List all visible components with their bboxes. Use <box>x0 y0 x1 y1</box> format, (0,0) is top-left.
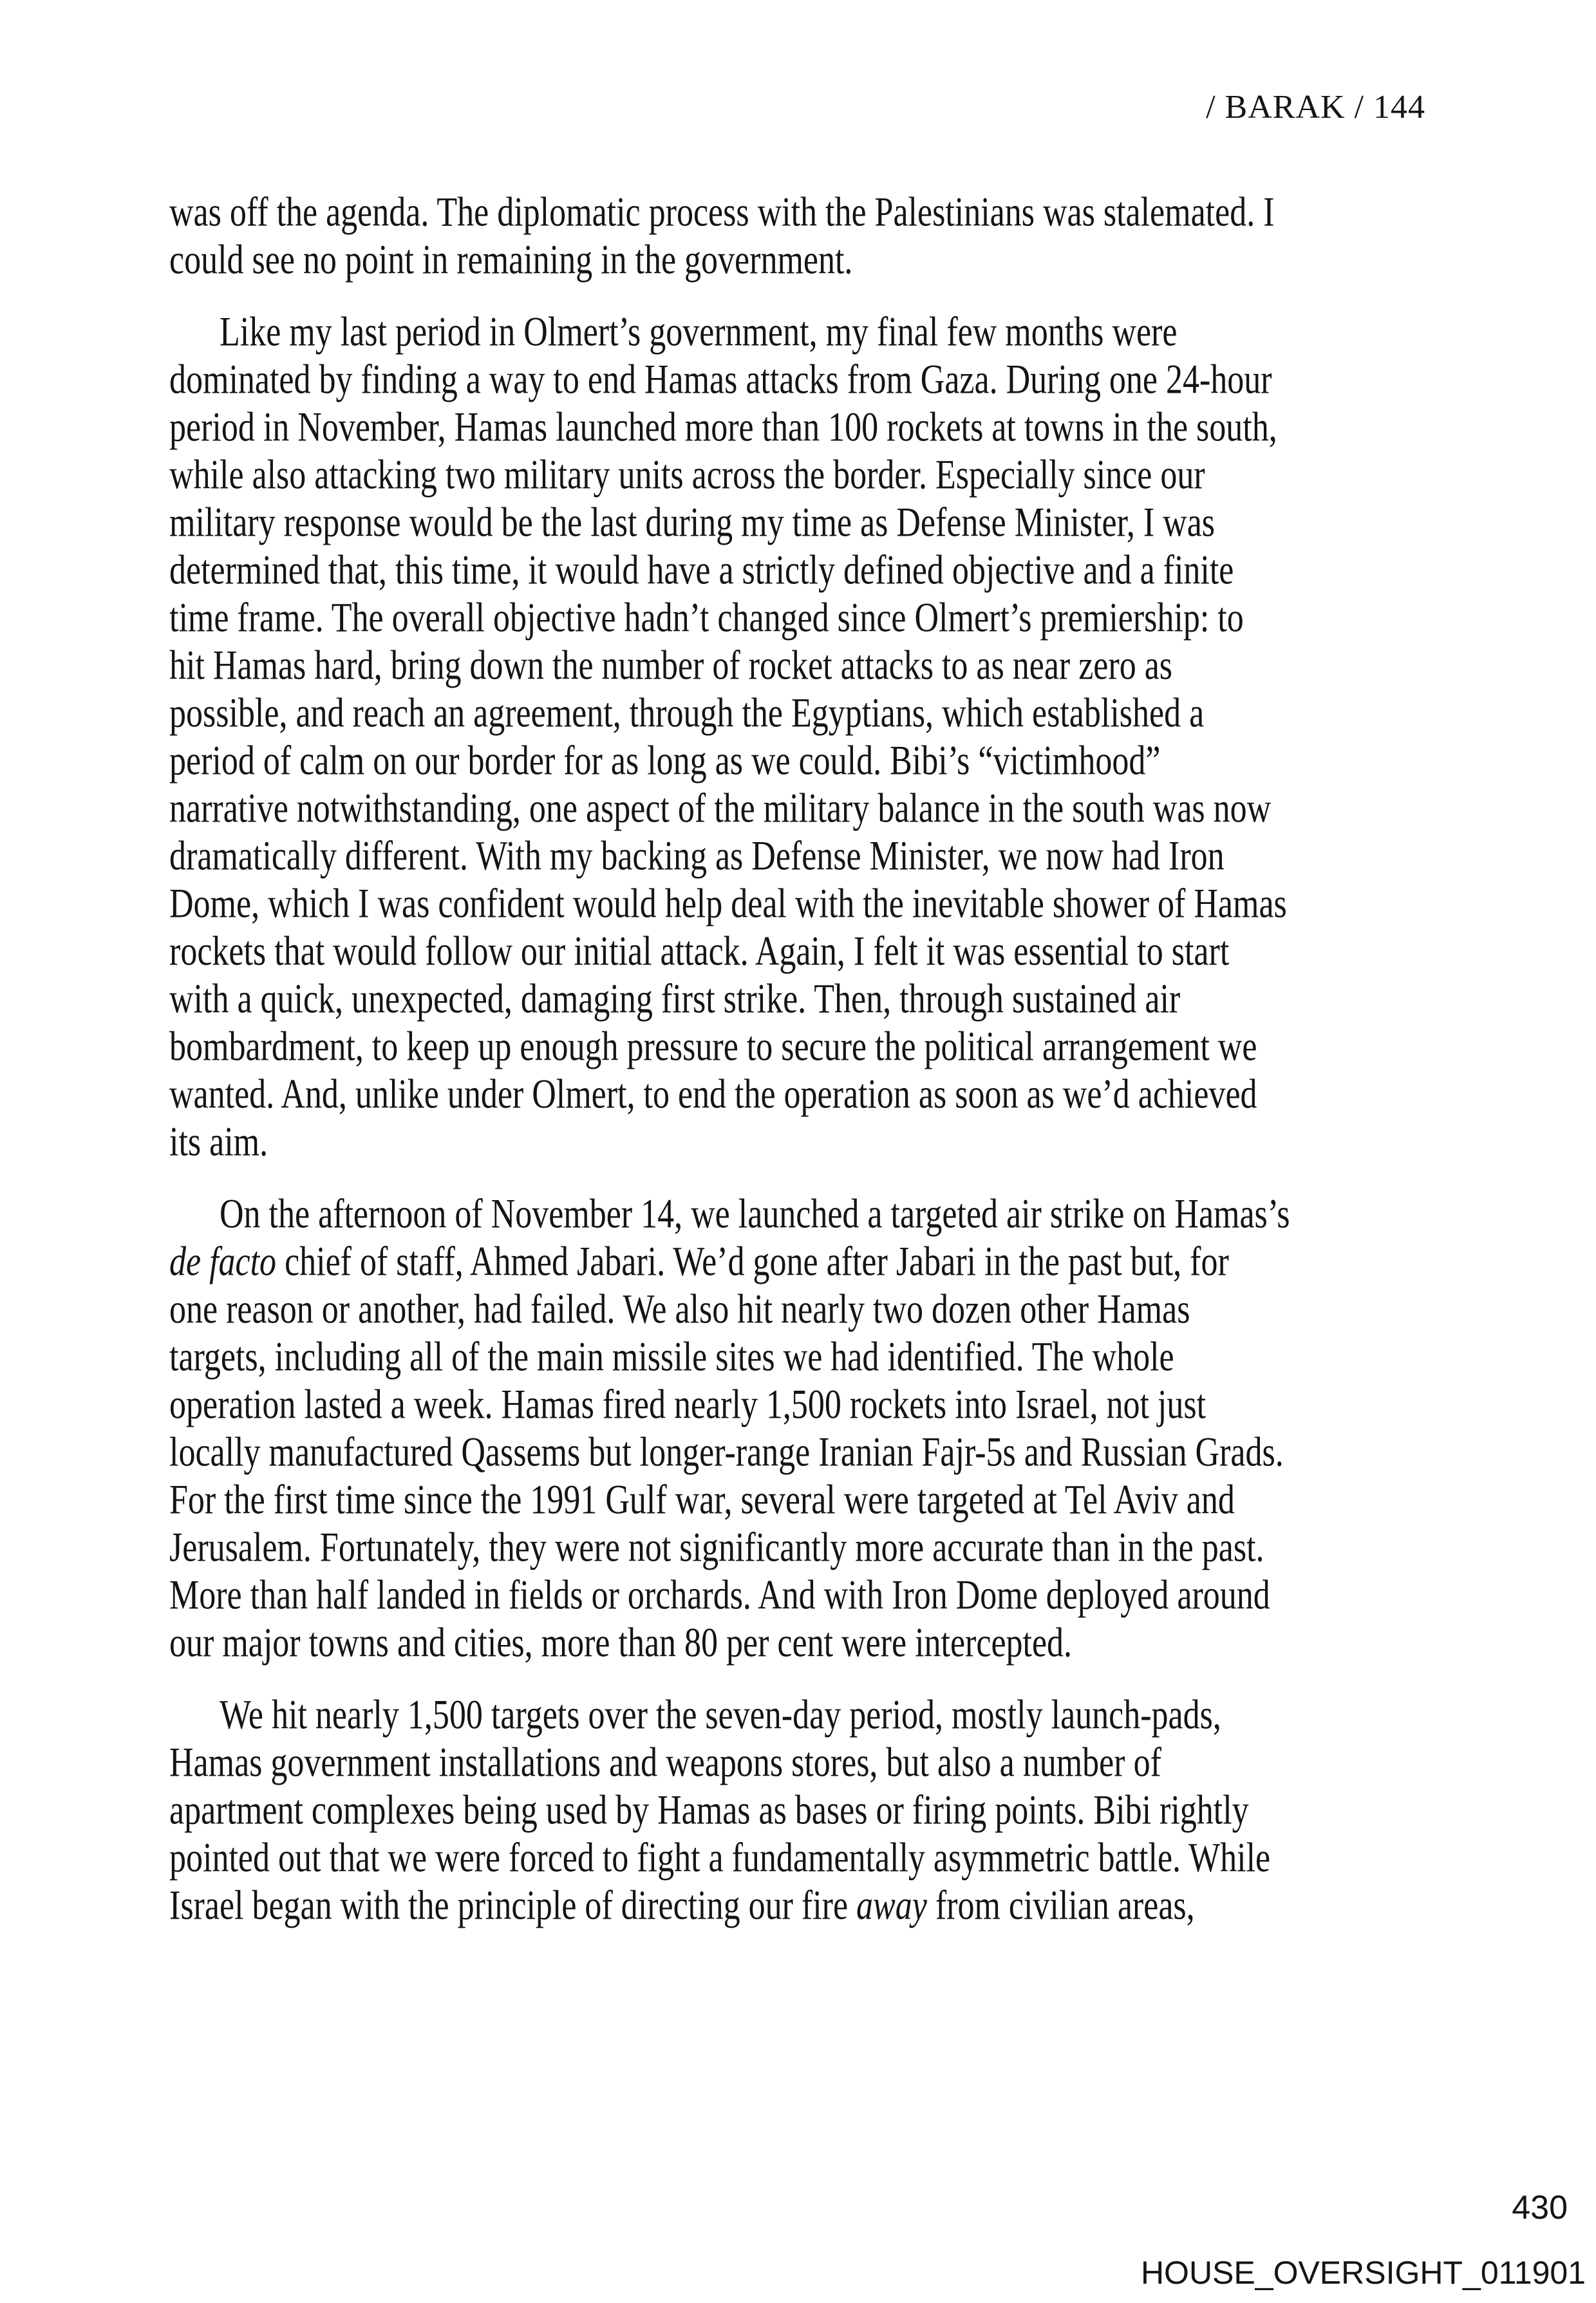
text-segment: its aim. <box>169 1119 268 1165</box>
text-segment: with a quick, unexpected, damaging first strike. Then, through sustained air <box>169 976 1181 1022</box>
text-line-content <box>169 1065 1257 1125</box>
text-segment: determined that, this time, it would have a strictly defined objective and a finite <box>169 547 1234 594</box>
text-segment: bombardment, to keep up enough pressure to secure the political arrangement we <box>169 1024 1257 1070</box>
italic-text: away <box>856 1883 927 1929</box>
italic-text: de facto <box>169 1239 277 1285</box>
paragraph <box>169 1692 1431 1933</box>
text-line-content <box>169 230 852 290</box>
text-segment: chief of staff, Ahmed Jabari. We’d gone after Jabari in the past but, for <box>276 1239 1229 1285</box>
text-segment: Like my last period in Olmert’s government, my final few months were <box>220 309 1178 355</box>
text-segment: hit Hamas hard, bring down the number of rocket attacks to as near zero as <box>169 643 1173 689</box>
text-segment: targets, including all of the main missile sites we had identified. The whole <box>169 1334 1174 1380</box>
text-segment: could see no point in remaining in the government. <box>169 237 853 283</box>
text-segment: locally manufactured Qassems but longer-range Iranian Fajr-5s and Russian Grads. <box>169 1429 1284 1476</box>
text-segment: Israel began with the principle of directing our fire <box>169 1883 857 1929</box>
text-segment: More than half landed in fields or orchards. And with Iron Dome deployed around <box>169 1572 1270 1619</box>
text-segment: wanted. And, unlike under Olmert, to end the operation as soon as we’d achieved <box>169 1071 1257 1118</box>
text-line <box>169 1071 1431 1122</box>
text-line <box>169 1622 1431 1670</box>
text-segment: We hit nearly 1,500 targets over the seven-day period, mostly launch-pads, <box>220 1692 1221 1738</box>
text-line <box>169 237 1431 287</box>
text-segment: from civilian areas, <box>926 1883 1195 1929</box>
text-segment: was off the agenda. The diplomatic process with the Palestinians was stalemated. I <box>169 189 1275 236</box>
text-line-content <box>169 1113 268 1172</box>
text-line <box>169 1885 1431 1933</box>
text-segment: narrative notwithstanding, one aspect of the military balance in the south was now <box>169 785 1272 832</box>
text-line <box>169 1119 1431 1169</box>
text-segment: pointed out that we were forced to fight a fundamentally asymmetric battle. While <box>169 1835 1271 1881</box>
text-segment: Jerusalem. Fortunately, they were not significantly more accurate than in the past. <box>169 1525 1264 1571</box>
text-segment: dramatically different. With my backing as Defense Minister, we now had Iron <box>169 833 1225 879</box>
text-line-content <box>169 1613 1072 1673</box>
text-segment: while also attacking two military units across the border. Especially since our <box>169 452 1205 498</box>
text-segment: time frame. The overall objective hadn’t changed since Olmert’s premiership: to <box>169 595 1244 641</box>
paragraph <box>169 1191 1431 1670</box>
text-segment: Hamas government installations and weapons stores, but also a number of <box>169 1740 1161 1786</box>
text-segment: dominated by finding a way to end Hamas attacks from Gaza. During one 24-hour <box>169 357 1272 403</box>
paragraph <box>169 189 1431 287</box>
text-segment: Dome, which I was confident would help deal with the inevitable shower of Hamas <box>169 881 1287 927</box>
text-segment: operation lasted a week. Hamas fired nearly 1,500 rockets into Israel, not just <box>169 1382 1206 1428</box>
text-segment: one reason or another, had failed. We also hit nearly two dozen other Hamas <box>169 1286 1190 1333</box>
text-segment: our major towns and cities, more than 80 per cent were intercepted. <box>169 1620 1073 1666</box>
body-text <box>169 189 1431 1933</box>
text-line-content <box>169 1876 1195 1936</box>
bates-stamp: HOUSE_OVERSIGHT_011901 <box>1140 2255 1586 2291</box>
text-segment: military response would be the last during my time as Defense Minister, I was <box>169 500 1216 546</box>
text-segment: For the first time since the 1991 Gulf war, several were targeted at Tel Aviv and <box>169 1477 1235 1523</box>
page-number: 430 <box>1512 2189 1568 2226</box>
paragraph <box>169 309 1431 1169</box>
page-header: / BARAK / 144 <box>1206 89 1425 126</box>
text-segment: On the afternoon of November 14, we launched a targeted air strike on Hamas’s <box>220 1191 1290 1237</box>
text-segment: period in November, Hamas launched more than 100 rockets at towns in the south, <box>169 404 1277 451</box>
text-segment: rockets that would follow our initial attack. Again, I felt it was essential to start <box>169 928 1230 975</box>
text-segment: apartment complexes being used by Hamas as bases or firing points. Bibi rightly <box>169 1787 1249 1834</box>
text-segment: possible, and reach an agreement, through the Egyptians, which established a <box>169 690 1205 737</box>
text-segment: period of calm on our border for as long as we could. Bibi’s “victimhood” <box>169 738 1161 784</box>
